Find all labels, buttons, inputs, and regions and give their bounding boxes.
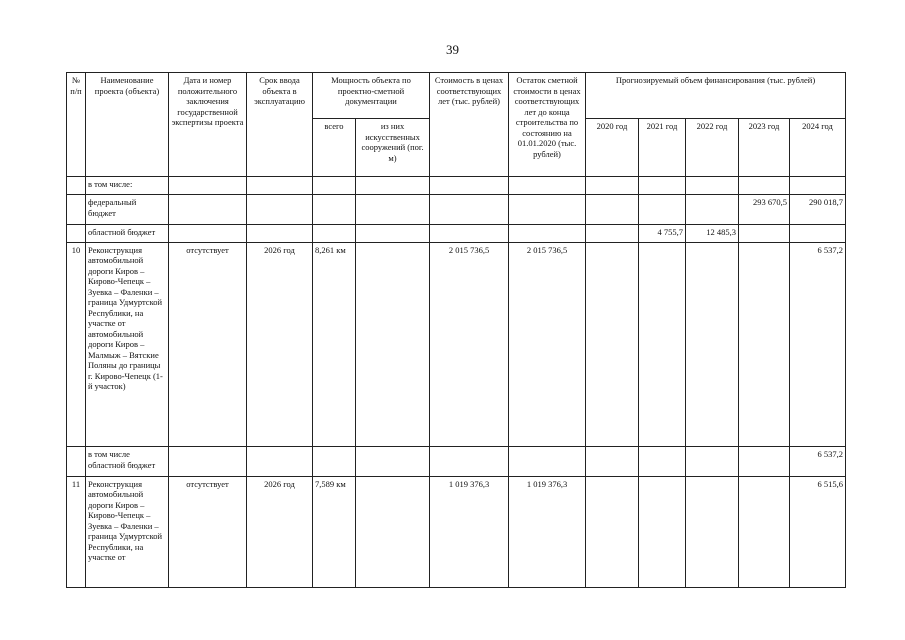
cell-term: 2026 год	[247, 476, 313, 587]
cell-num: 10	[67, 242, 86, 446]
cell-cost	[430, 447, 509, 477]
header-forecast: Прогнозируемый объем финансирования (тыс. рублей)	[586, 73, 846, 119]
cell-name: в том числе:	[86, 177, 169, 195]
cell-2021	[639, 476, 686, 587]
cell-2020	[586, 224, 639, 242]
cell-capacity-total	[313, 195, 356, 225]
cell-2022: 12 485,3	[686, 224, 739, 242]
cell-capacity-total	[313, 224, 356, 242]
cell-2024: 6 537,2	[790, 447, 846, 477]
cell-remaining: 1 019 376,3	[509, 476, 586, 587]
cell-capacity-total	[313, 177, 356, 195]
table-row	[67, 242, 846, 446]
cell-num	[67, 195, 86, 225]
cell-num	[67, 447, 86, 477]
cell-2022	[686, 195, 739, 225]
table-row	[67, 177, 846, 195]
cell-capacity-structures	[356, 224, 430, 242]
financing-table	[66, 72, 846, 588]
header-num: № п/п	[67, 73, 86, 177]
cell-capacity-total	[313, 447, 356, 477]
cell-capacity-structures	[356, 447, 430, 477]
cell-2022	[686, 177, 739, 195]
cell-2020	[586, 447, 639, 477]
cell-term	[247, 224, 313, 242]
cell-expertise	[169, 447, 247, 477]
cell-2024: 6 537,2	[790, 242, 846, 446]
table-row	[67, 447, 846, 477]
cell-expertise	[169, 224, 247, 242]
header-cost: Стоимость в ценах соответствующих лет (тыс. рублей)	[430, 73, 509, 177]
cell-2021	[639, 242, 686, 446]
cell-2021	[639, 447, 686, 477]
header-capacity-structures: из них искусственных сооружений (пог. м)	[356, 119, 430, 177]
cell-2020	[586, 242, 639, 446]
cell-remaining	[509, 177, 586, 195]
cell-cost	[430, 195, 509, 225]
cell-name: Реконструкция автомобильной дороги Киров – Кирово-Чепецк – Зуевка – Фаленки – граница Удмуртской Республики, на участке от автомобильной дороги Киров – Малмыж – Вятские Поляны до границы г. Кирово-Чепецк (1-й участок)	[86, 242, 169, 446]
cell-2020	[586, 195, 639, 225]
cell-2022	[686, 476, 739, 587]
cell-remaining	[509, 195, 586, 225]
cell-2024: 290 018,7	[790, 195, 846, 225]
cell-2023	[739, 224, 790, 242]
header-year-2020: 2020 год	[586, 119, 639, 177]
cell-term	[247, 195, 313, 225]
cell-2024	[790, 177, 846, 195]
cell-name: федеральный бюджет	[86, 195, 169, 225]
cell-capacity-structures	[356, 195, 430, 225]
cell-name: областной бюджет	[86, 224, 169, 242]
cell-remaining	[509, 224, 586, 242]
table-row	[67, 195, 846, 225]
header-expertise: Дата и номер положительного заключения государственной экспертизы проекта	[169, 73, 247, 177]
header-year-2022: 2022 год	[686, 119, 739, 177]
cell-capacity-structures	[356, 242, 430, 446]
cell-2023	[739, 242, 790, 446]
cell-2022	[686, 242, 739, 446]
table-row	[67, 476, 846, 587]
cell-2023	[739, 177, 790, 195]
cell-capacity-structures	[356, 177, 430, 195]
cell-capacity-structures	[356, 476, 430, 587]
cell-2024	[790, 224, 846, 242]
cell-num	[67, 177, 86, 195]
header-remaining: Остаток сметной стоимости в ценах соответствующих лет до конца строительства по состоянию на 01.01.2020 (тыс. рублей)	[509, 73, 586, 177]
cell-expertise: отсутствует	[169, 476, 247, 587]
cell-2023	[739, 447, 790, 477]
cell-2020	[586, 476, 639, 587]
cell-expertise: отсутствует	[169, 242, 247, 446]
header-capacity: Мощность объекта по проектно-сметной документации	[313, 73, 430, 119]
cell-cost: 1 019 376,3	[430, 476, 509, 587]
cell-remaining: 2 015 736,5	[509, 242, 586, 446]
table-row	[67, 224, 846, 242]
cell-num: 11	[67, 476, 86, 587]
cell-name: в том числе областной бюджет	[86, 447, 169, 477]
cell-2021	[639, 195, 686, 225]
cell-num	[67, 224, 86, 242]
header-year-2024: 2024 год	[790, 119, 846, 177]
cell-capacity-total: 8,261 км	[313, 242, 356, 446]
page-number: 39	[446, 42, 459, 57]
cell-name: Реконструкция автомобильной дороги Киров – Кирово-Чепецк – Зуевка – Фаленки – граница Удмуртской Республики, на участке от	[86, 476, 169, 587]
cell-term	[247, 177, 313, 195]
cell-cost: 2 015 736,5	[430, 242, 509, 446]
cell-2024: 6 515,6	[790, 476, 846, 587]
cell-expertise	[169, 195, 247, 225]
cell-expertise	[169, 177, 247, 195]
cell-2020	[586, 177, 639, 195]
header-capacity-total: всего	[313, 119, 356, 177]
cell-term	[247, 447, 313, 477]
header-year-2023: 2023 год	[739, 119, 790, 177]
cell-cost	[430, 224, 509, 242]
cell-2022	[686, 447, 739, 477]
header-term: Срок ввода объекта в эксплуатацию	[247, 73, 313, 177]
header-year-2021: 2021 год	[639, 119, 686, 177]
cell-term: 2026 год	[247, 242, 313, 446]
cell-2023: 293 670,5	[739, 195, 790, 225]
cell-cost	[430, 177, 509, 195]
header-name: Наименование проекта (объекта)	[86, 73, 169, 177]
cell-2021: 4 755,7	[639, 224, 686, 242]
cell-2021	[639, 177, 686, 195]
cell-remaining	[509, 447, 586, 477]
cell-capacity-total: 7,589 км	[313, 476, 356, 587]
cell-2023	[739, 476, 790, 587]
